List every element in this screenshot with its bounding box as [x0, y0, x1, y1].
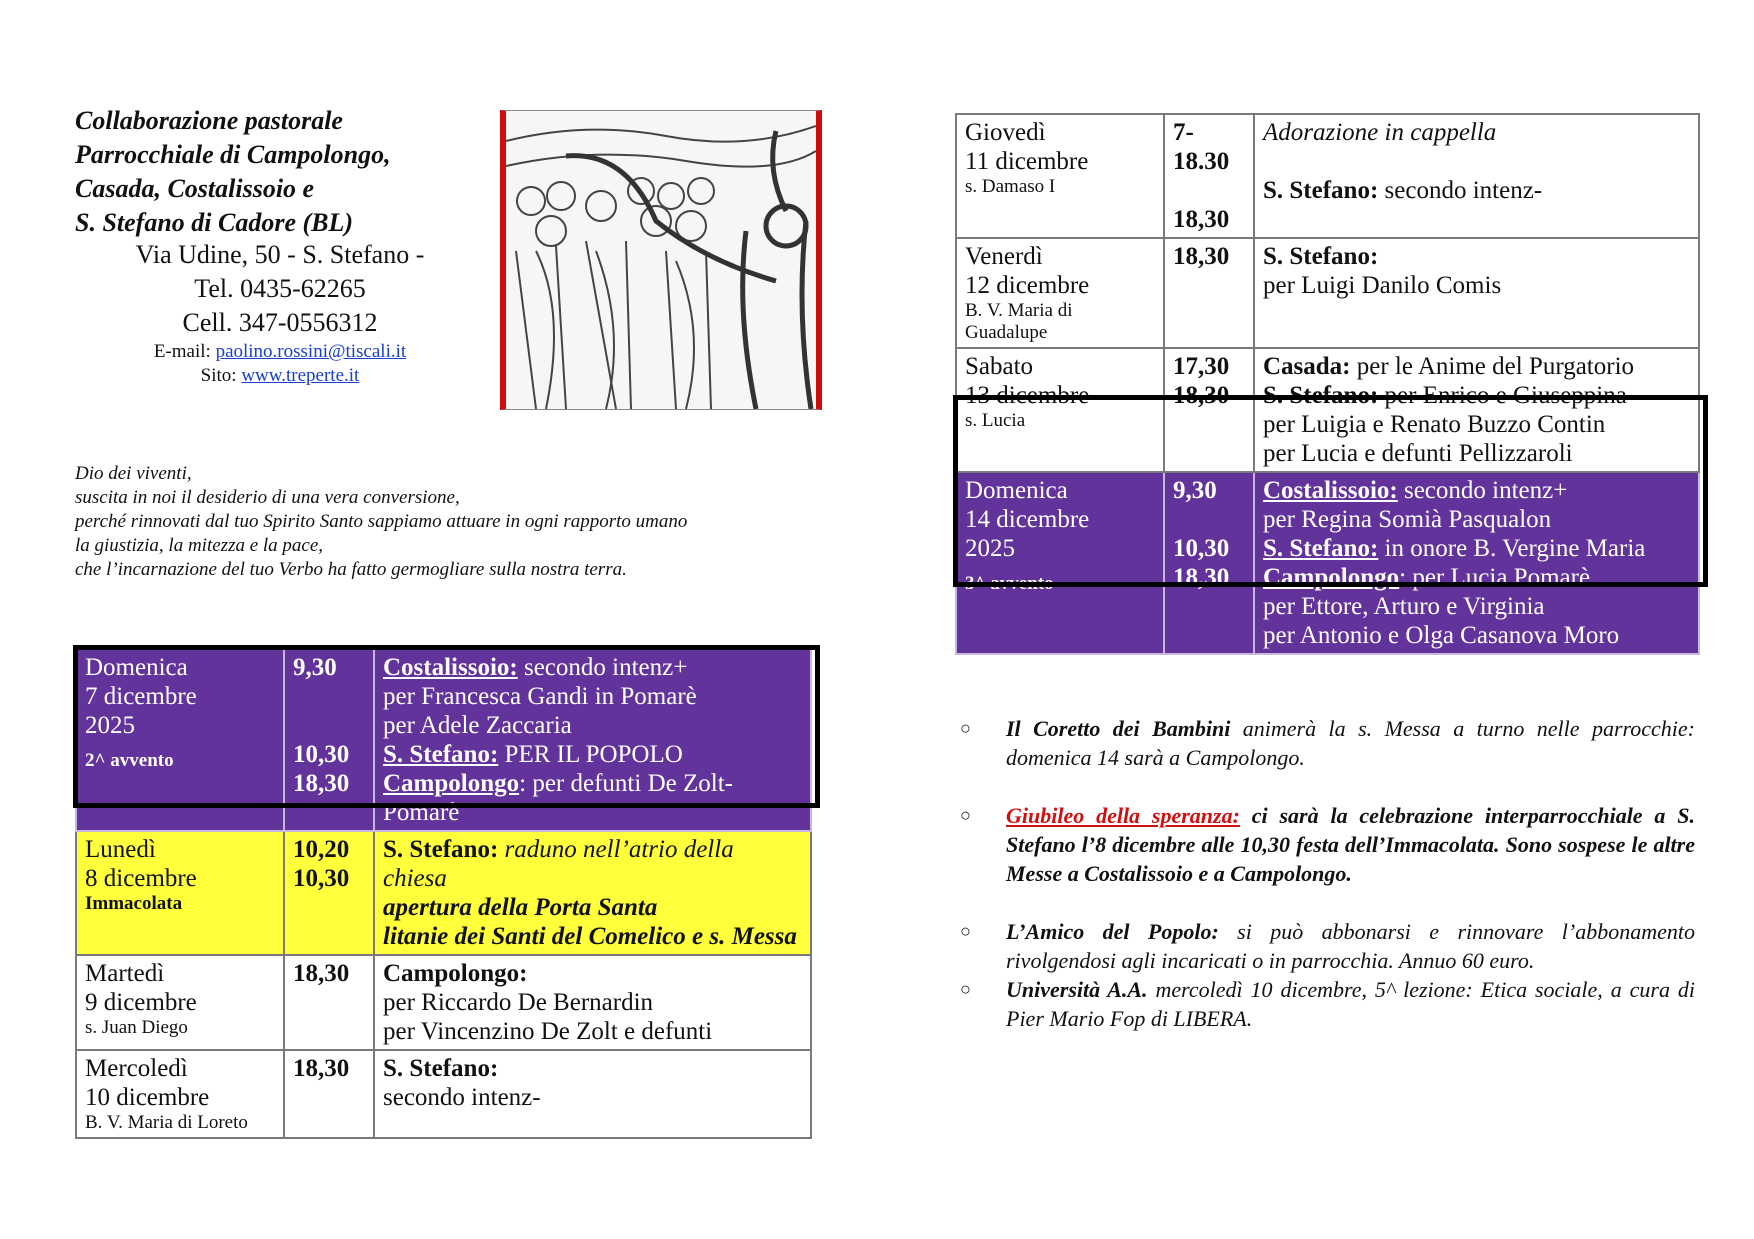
crowd	[516, 178, 714, 409]
intention-line	[383, 1054, 802, 1083]
intention-text: raduno nell’atrio della chiesa	[383, 836, 734, 892]
intention-line	[1263, 242, 1690, 271]
intention-line	[1263, 534, 1690, 563]
mass-time: 18,30	[293, 770, 350, 797]
notice-text: ci sarà la celebrazione interparrocchiale a S. Stefano l’8 dicembre alle 10,30 festa dell’Immacolata. Sono sospese le altre Messe a Costalissoio e a Campolongo.	[1006, 803, 1695, 886]
time-cell	[284, 831, 374, 955]
date: 14 dicembre	[965, 506, 1090, 533]
mass-schedule-left	[75, 648, 812, 1139]
intention-cell	[1254, 348, 1699, 472]
parish-name: S. Stefano:	[383, 836, 499, 863]
contact-links	[60, 340, 500, 388]
date: 8 dicembre	[85, 865, 197, 892]
intention-text: per Vincenzino De Zolt e defunti	[383, 1018, 713, 1045]
day-cell	[76, 831, 284, 955]
day-cell	[956, 114, 1164, 238]
intention-line	[383, 959, 802, 988]
parish-title	[75, 104, 391, 240]
notice-item	[960, 714, 1695, 772]
day-cell	[76, 649, 284, 831]
intention-line	[1263, 381, 1690, 410]
intention-line	[383, 1083, 802, 1112]
liturgical-note: s. Damaso I	[965, 176, 1056, 197]
year: 2025	[965, 535, 1015, 562]
site-link[interactable]: www.treperte.it	[241, 365, 360, 386]
mass-time: 17,30	[1173, 353, 1230, 380]
intention-text: per Adele Zaccaria	[383, 712, 572, 739]
intention-text: : per defunti De Zolt-Pomarè	[383, 770, 733, 826]
intention-text: secondo intenz+	[517, 654, 688, 681]
parish-name: S. Stefano:	[383, 741, 499, 768]
liturgical-note: 2^ avvento	[85, 750, 174, 771]
intention-cell	[1254, 238, 1699, 348]
intention-line	[1263, 118, 1690, 147]
intention-line	[1263, 505, 1690, 534]
circle-bullet-icon: ○	[960, 921, 971, 941]
time-cell	[1164, 114, 1254, 238]
title-line: Casada, Costalissoio e	[75, 174, 315, 203]
intention-cell	[1254, 114, 1699, 238]
notice-text: animerà la s. Messa a turno nelle parrocchie: domenica 14 sarà a Campolongo.	[1006, 716, 1695, 770]
title-line: Collaborazione pastorale	[75, 106, 343, 135]
schedule-row	[76, 1050, 811, 1138]
notice-item	[960, 917, 1695, 975]
parish-name: Costalissoio:	[383, 654, 518, 681]
time-cell	[1164, 238, 1254, 348]
intention-cell	[1254, 472, 1699, 654]
intention-line	[1263, 439, 1690, 468]
email-link[interactable]: paolino.rossini@tiscali.it	[215, 341, 407, 362]
intention-text: apertura della Porta Santa	[383, 894, 658, 921]
intention-text: per Enrico e Giuseppina	[1378, 382, 1627, 409]
liturgical-note: Immacolata	[85, 893, 183, 914]
time-cell	[284, 649, 374, 831]
time-cell	[284, 1050, 374, 1138]
intention-text: Adorazione in cappella	[1263, 119, 1497, 146]
weekday: Venerdì	[965, 243, 1043, 270]
schedule-row	[76, 649, 811, 831]
day-cell	[956, 472, 1164, 654]
address: Via Udine, 50 - S. Stefano -	[135, 240, 425, 269]
illustration-drawing	[506, 111, 816, 409]
notice-lead: L’Amico del Popolo:	[1006, 919, 1219, 944]
intention-text: per Regina Somià Pasqualon	[1263, 506, 1552, 533]
time-cell	[284, 955, 374, 1050]
time-cell	[1164, 348, 1254, 472]
weekday: Domenica	[85, 654, 188, 681]
weekday: Sabato	[965, 353, 1034, 380]
intention-cell	[374, 649, 811, 831]
title-line: Parrocchiale di Campolongo,	[75, 140, 391, 169]
day-cell	[956, 238, 1164, 348]
schedule-row	[956, 114, 1699, 238]
intention-line	[383, 740, 802, 769]
intention-cell	[374, 831, 811, 955]
schedule-row	[956, 348, 1699, 472]
day-cell	[76, 955, 284, 1050]
email-label: E-mail:	[153, 341, 211, 362]
mass-time: 18,30	[1173, 382, 1230, 409]
intention-line	[1263, 410, 1690, 439]
intention-text: per Ettore, Arturo e Virginia	[1263, 593, 1545, 620]
intention-line	[1263, 147, 1690, 176]
parish-name: S. Stefano:	[1263, 177, 1379, 204]
notice-item	[960, 801, 1695, 888]
mass-time: 10,20	[293, 836, 350, 863]
mass-time	[293, 711, 365, 740]
notice-text: si può abbonarsi e rinnovare l’abbonamento rivolgendosi agli incaricati o in parrocchia. Annuo 60 euro.	[1006, 919, 1696, 973]
notice-text: mercoledì 10 dicembre, 5^ lezione: Etica sociale, a cura di Pier Mario Fop di LIBERA.	[1006, 977, 1695, 1031]
liturgical-note: 3^ avvento	[965, 573, 1054, 594]
liturgical-note: B. V. Maria di Loreto	[85, 1112, 248, 1133]
notices-list	[960, 714, 1695, 1033]
mass-time: 18,30	[1173, 243, 1230, 270]
intention-line	[1263, 592, 1690, 621]
parish-name: S. Stefano:	[1263, 382, 1379, 409]
intention-line	[383, 1017, 802, 1046]
schedule-row	[76, 831, 811, 955]
mass-time: 10,30	[293, 865, 350, 892]
date: 11 dicembre	[965, 148, 1089, 175]
weekday: Mercoledì	[85, 1055, 188, 1082]
intention-text: secondo intenz-	[1378, 177, 1543, 204]
mass-time: 7-18.30	[1173, 119, 1230, 175]
mass-time: 10,30	[1173, 535, 1230, 562]
intention-line	[383, 653, 802, 682]
mass-time	[1173, 505, 1245, 534]
intention-text: per Luigi Danilo Comis	[1263, 272, 1502, 299]
weekday: Giovedì	[965, 119, 1046, 146]
mass-schedule-right	[955, 113, 1700, 655]
date: 7 dicembre	[85, 683, 197, 710]
schedule-row	[956, 238, 1699, 348]
liturgical-note: s. Lucia	[965, 410, 1026, 431]
prayer-line: che l’incarnazione del tuo Verbo ha fatto germogliare sulla nostra terra.	[75, 559, 627, 580]
weekday: Domenica	[965, 477, 1068, 504]
intention-line	[383, 893, 802, 922]
phone: Tel. 0435-62265	[194, 274, 366, 303]
mass-time: 18,30	[1173, 206, 1230, 233]
notice-lead: Il Coretto dei Bambini	[1006, 716, 1231, 741]
mass-time: 9,30	[1173, 477, 1217, 504]
parish-name: S. Stefano:	[1263, 535, 1379, 562]
parish-name: Casada:	[1263, 353, 1351, 380]
intention-line	[1263, 352, 1690, 381]
liturgical-note: s. Juan Diego	[85, 1017, 188, 1038]
prayer-line: Dio dei viventi,	[75, 463, 192, 484]
schedule-row	[956, 472, 1699, 654]
time-cell	[1164, 472, 1254, 654]
sermon-illustration	[500, 110, 822, 410]
mass-time	[1173, 176, 1245, 205]
parish-name: Campolongo	[1263, 564, 1400, 591]
circle-bullet-icon: ○	[960, 805, 971, 825]
intention-text: secondo intenz-	[383, 1084, 541, 1111]
title-line: S. Stefano di Cadore (BL)	[75, 208, 354, 237]
day-cell	[956, 348, 1164, 472]
intention-text: per Riccardo De Bernardin	[383, 989, 654, 1016]
intention-cell	[374, 1050, 811, 1138]
intention-line	[383, 835, 802, 893]
parish-name: Costalissoio:	[1263, 477, 1398, 504]
year: 2025	[85, 712, 135, 739]
circle-bullet-icon: ○	[960, 718, 971, 738]
contact-block	[60, 238, 500, 340]
intention-text: per Francesca Gandi in Pomarè	[383, 683, 697, 710]
date: 12 dicembre	[965, 272, 1090, 299]
intention-line	[383, 922, 802, 951]
intention-text: per le Anime del Purgatorio	[1350, 353, 1635, 380]
intention-text: PER IL POPOLO	[498, 741, 683, 768]
weekday: Lunedì	[85, 836, 156, 863]
mass-time: 10,30	[293, 741, 350, 768]
notice-item	[960, 975, 1695, 1033]
intention-text: litanie dei Santi del Comelico e s. Messa	[383, 923, 797, 950]
prayer-text	[75, 462, 687, 582]
day-cell	[76, 1050, 284, 1138]
intention-line	[383, 711, 802, 740]
date: 10 dicembre	[85, 1084, 210, 1111]
intention-line	[1263, 476, 1690, 505]
intention-line	[383, 682, 802, 711]
parish-name: S. Stefano:	[383, 1055, 499, 1082]
mass-time: 18,30	[293, 1055, 350, 1082]
intention-cell	[374, 955, 811, 1050]
parish-name: Campolongo	[383, 770, 520, 797]
schedule-row	[76, 955, 811, 1050]
notice-lead: Università A.A.	[1006, 977, 1148, 1002]
intention-line	[1263, 271, 1690, 300]
cell-phone: Cell. 347-0556312	[182, 308, 378, 337]
intention-line	[1263, 621, 1690, 650]
site-label: Sito:	[200, 365, 237, 386]
parish-name: S. Stefano:	[1263, 243, 1379, 270]
intention-text: in onore B. Vergine Maria	[1378, 535, 1646, 562]
intention-line	[1263, 176, 1690, 205]
date: 13 dicembre	[965, 382, 1090, 409]
intention-line	[383, 769, 802, 827]
intention-text: per Antonio e Olga Casanova Moro	[1263, 622, 1620, 649]
circle-bullet-icon: ○	[960, 979, 971, 999]
mass-time: 18,30	[293, 960, 350, 987]
prayer-line: suscita in noi il desiderio di una vera conversione,	[75, 487, 460, 508]
intention-line	[383, 988, 802, 1017]
prayer-line: la giustizia, la mitezza e la pace,	[75, 535, 324, 556]
prayer-line: perché rinnovati dal tuo Spirito Santo sappiamo attuare in ogni rapporto umano	[75, 511, 688, 532]
intention-text: per Lucia e defunti Pellizzaroli	[1263, 440, 1573, 467]
intention-text: : per Lucia Pomarè	[1399, 564, 1591, 591]
weekday: Martedì	[85, 960, 165, 987]
notice-lead: Giubileo della speranza:	[1006, 803, 1240, 828]
parish-name: Campolongo:	[383, 960, 528, 987]
mass-time	[293, 682, 365, 711]
intention-text: secondo intenz+	[1397, 477, 1568, 504]
liturgical-note: B. V. Maria di Guadalupe	[965, 300, 1073, 343]
mass-time: 18,30	[1173, 564, 1230, 591]
date: 9 dicembre	[85, 989, 197, 1016]
intention-line	[1263, 563, 1690, 592]
intention-text: per Luigia e Renato Buzzo Contin	[1263, 411, 1606, 438]
mass-time: 9,30	[293, 654, 337, 681]
